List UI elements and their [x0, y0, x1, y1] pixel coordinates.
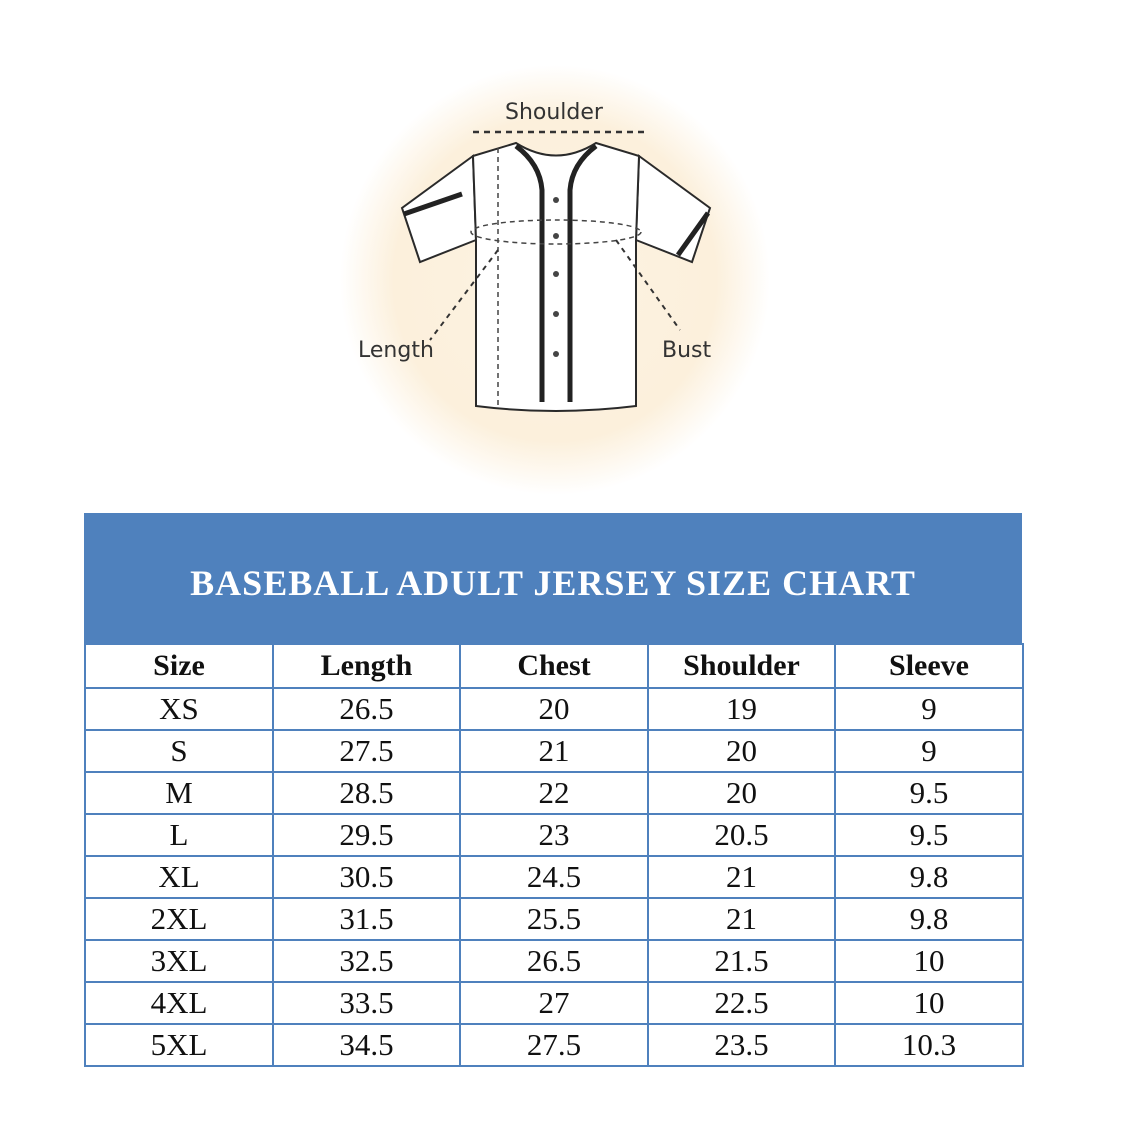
- cell-sleeve: 9: [835, 730, 1023, 772]
- table-body: [85, 688, 1023, 1066]
- cell-shoulder: 20: [648, 730, 835, 772]
- jersey-diagram: [180, 60, 950, 500]
- cell-length: 29.5: [273, 814, 460, 856]
- column-header-sleeve: Sleeve: [835, 644, 1023, 688]
- cell-size: M: [85, 772, 273, 814]
- cell-size: 4XL: [85, 982, 273, 1024]
- cell-length: 34.5: [273, 1024, 460, 1066]
- cell-sleeve: 9: [835, 688, 1023, 730]
- jersey-illustration: [180, 60, 950, 500]
- cell-sleeve: 10.3: [835, 1024, 1023, 1066]
- cell-chest: 26.5: [460, 940, 648, 982]
- cell-chest: 27: [460, 982, 648, 1024]
- cell-chest: 23: [460, 814, 648, 856]
- cell-shoulder: 20: [648, 772, 835, 814]
- column-header-chest: Chest: [460, 644, 648, 688]
- cell-sleeve: 9.5: [835, 814, 1023, 856]
- cell-shoulder: 20.5: [648, 814, 835, 856]
- cell-chest: 25.5: [460, 898, 648, 940]
- cell-chest: 21: [460, 730, 648, 772]
- cell-sleeve: 10: [835, 940, 1023, 982]
- column-header-length: Length: [273, 644, 460, 688]
- cell-length: 27.5: [273, 730, 460, 772]
- cell-length: 30.5: [273, 856, 460, 898]
- cell-length: 32.5: [273, 940, 460, 982]
- cell-length: 33.5: [273, 982, 460, 1024]
- cell-size: XL: [85, 856, 273, 898]
- shoulder-label: Shoulder: [505, 100, 603, 125]
- bust-label: Bust: [662, 338, 712, 363]
- header-row: [85, 644, 1023, 688]
- size-chart: [84, 513, 1022, 1067]
- cell-sleeve: 9.8: [835, 898, 1023, 940]
- cell-chest: 24.5: [460, 856, 648, 898]
- cell-chest: 22: [460, 772, 648, 814]
- table-row: [85, 730, 1023, 772]
- table-row: [85, 982, 1023, 1024]
- table-row: [85, 856, 1023, 898]
- cell-length: 28.5: [273, 772, 460, 814]
- cell-size: 5XL: [85, 1024, 273, 1066]
- table-row: [85, 898, 1023, 940]
- cell-length: 26.5: [273, 688, 460, 730]
- cell-shoulder: 21: [648, 856, 835, 898]
- cell-shoulder: 21.5: [648, 940, 835, 982]
- cell-chest: 20: [460, 688, 648, 730]
- chart-title: BASEBALL ADULT JERSEY SIZE CHART: [84, 513, 1022, 643]
- cell-shoulder: 23.5: [648, 1024, 835, 1066]
- cell-sleeve: 9.8: [835, 856, 1023, 898]
- cell-size: 3XL: [85, 940, 273, 982]
- cell-sleeve: 9.5: [835, 772, 1023, 814]
- cell-size: XS: [85, 688, 273, 730]
- cell-size: L: [85, 814, 273, 856]
- cell-size: S: [85, 730, 273, 772]
- cell-chest: 27.5: [460, 1024, 648, 1066]
- table-row: [85, 814, 1023, 856]
- column-header-shoulder: Shoulder: [648, 644, 835, 688]
- column-header-size: Size: [85, 644, 273, 688]
- size-table: [84, 643, 1024, 1067]
- table-row: [85, 772, 1023, 814]
- cell-shoulder: 19: [648, 688, 835, 730]
- table-row: [85, 940, 1023, 982]
- table-row: [85, 688, 1023, 730]
- cell-shoulder: 22.5: [648, 982, 835, 1024]
- cell-sleeve: 10: [835, 982, 1023, 1024]
- cell-size: 2XL: [85, 898, 273, 940]
- cell-shoulder: 21: [648, 898, 835, 940]
- length-label: Length: [358, 338, 434, 363]
- cell-length: 31.5: [273, 898, 460, 940]
- table-row: [85, 1024, 1023, 1066]
